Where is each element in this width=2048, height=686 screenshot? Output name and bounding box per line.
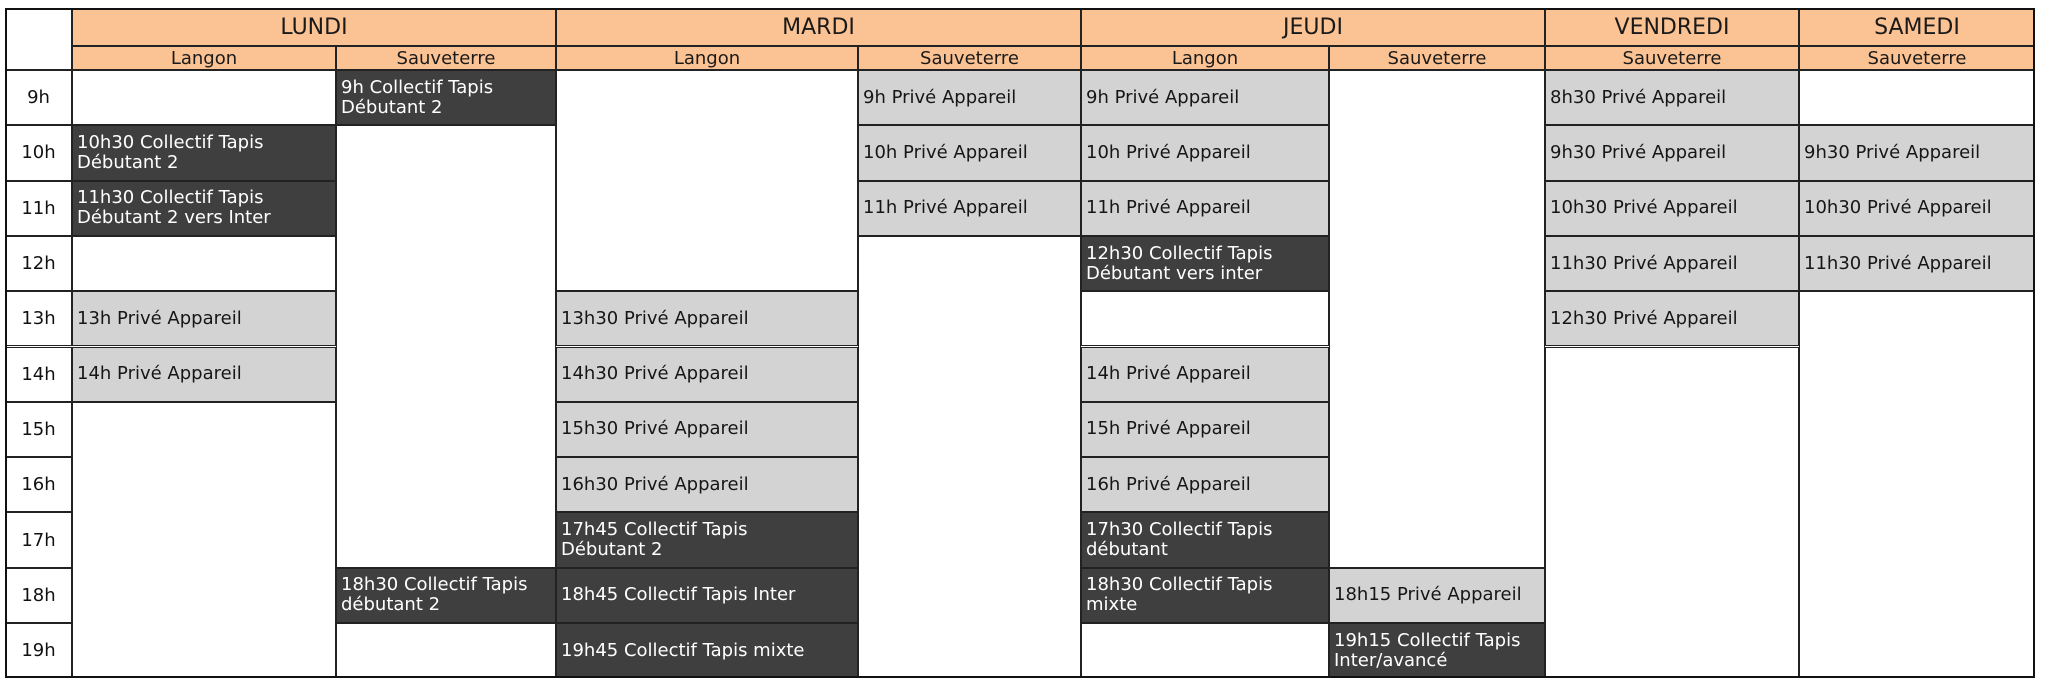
hour-label: 12h xyxy=(5,236,72,291)
group-class-slot[interactable]: 18h30 Collectif Tapis débutant 2 xyxy=(336,568,556,623)
private-session-slot[interactable]: 11h30 Privé Appareil xyxy=(1799,236,2035,291)
empty-slot xyxy=(336,623,556,678)
location-header: Sauveterre xyxy=(1329,46,1545,70)
private-session-slot[interactable]: 9h30 Privé Appareil xyxy=(1545,125,1799,180)
private-session-slot[interactable]: 13h30 Privé Appareil xyxy=(556,291,858,346)
group-class-slot[interactable]: 18h30 Collectif Tapis mixte xyxy=(1081,568,1329,623)
group-class-slot[interactable]: 9h Collectif Tapis Débutant 2 xyxy=(336,70,556,125)
private-session-slot[interactable]: 15h30 Privé Appareil xyxy=(556,402,858,457)
private-session-slot[interactable]: 18h15 Privé Appareil xyxy=(1329,568,1545,623)
hour-label: 14h xyxy=(5,347,72,402)
location-header: Sauveterre xyxy=(336,46,556,70)
private-session-slot[interactable]: 11h Privé Appareil xyxy=(1081,181,1329,236)
private-session-slot[interactable]: 16h30 Privé Appareil xyxy=(556,457,858,512)
group-class-slot[interactable]: 12h30 Collectif Tapis Débutant vers inter xyxy=(1081,236,1329,291)
location-header: Langon xyxy=(1081,46,1329,70)
location-header: Sauveterre xyxy=(858,46,1081,70)
hour-label: 10h xyxy=(5,125,72,180)
private-session-slot[interactable]: 9h Privé Appareil xyxy=(1081,70,1329,125)
private-session-slot[interactable]: 10h Privé Appareil xyxy=(858,125,1081,180)
private-session-slot[interactable]: 15h Privé Appareil xyxy=(1081,402,1329,457)
day-header-jeudi: JEUDI xyxy=(1081,8,1545,46)
day-header-samedi: SAMEDI xyxy=(1799,8,2035,46)
location-header: Sauveterre xyxy=(1545,46,1799,70)
hour-label: 13h xyxy=(5,291,72,346)
private-session-slot[interactable]: 11h30 Privé Appareil xyxy=(1545,236,1799,291)
location-header: Langon xyxy=(556,46,858,70)
day-header-lundi: LUNDI xyxy=(72,8,556,46)
hour-label: 11h xyxy=(5,181,72,236)
empty-slot xyxy=(72,402,336,679)
empty-slot xyxy=(336,125,556,567)
empty-slot xyxy=(72,236,336,291)
group-class-slot[interactable]: 17h45 Collectif Tapis Débutant 2 xyxy=(556,512,858,567)
private-session-slot[interactable]: 10h Privé Appareil xyxy=(1081,125,1329,180)
location-header: Sauveterre xyxy=(1799,46,2035,70)
private-session-slot[interactable]: 13h Privé Appareil xyxy=(72,291,336,346)
group-class-slot[interactable]: 10h30 Collectif Tapis Débutant 2 xyxy=(72,125,336,180)
private-session-slot[interactable]: 12h30 Privé Appareil xyxy=(1545,291,1799,346)
group-class-slot[interactable]: 17h30 Collectif Tapis débutant xyxy=(1081,512,1329,567)
hour-label: 19h xyxy=(5,623,72,678)
header-corner xyxy=(5,8,72,70)
day-header-mardi: MARDI xyxy=(556,8,1081,46)
empty-slot xyxy=(1545,347,1799,679)
private-session-slot[interactable]: 10h30 Privé Appareil xyxy=(1545,181,1799,236)
private-session-slot[interactable]: 14h Privé Appareil xyxy=(1081,347,1329,402)
private-session-slot[interactable]: 14h30 Privé Appareil xyxy=(556,347,858,402)
private-session-slot[interactable]: 9h30 Privé Appareil xyxy=(1799,125,2035,180)
private-session-slot[interactable]: 14h Privé Appareil xyxy=(72,347,336,402)
empty-slot xyxy=(1081,623,1329,678)
group-class-slot[interactable]: 18h45 Collectif Tapis Inter xyxy=(556,568,858,623)
hour-label: 16h xyxy=(5,457,72,512)
empty-slot xyxy=(1081,291,1329,346)
hour-label: 15h xyxy=(5,402,72,457)
empty-slot xyxy=(1799,291,2035,678)
hour-label: 17h xyxy=(5,512,72,567)
empty-slot xyxy=(1799,70,2035,125)
private-session-slot[interactable]: 11h Privé Appareil xyxy=(858,181,1081,236)
group-class-slot[interactable]: 19h15 Collectif Tapis Inter/avancé xyxy=(1329,623,1545,678)
hour-label: 18h xyxy=(5,568,72,623)
empty-slot xyxy=(1329,70,1545,568)
group-class-slot[interactable]: 11h30 Collectif Tapis Débutant 2 vers Inter xyxy=(72,181,336,236)
private-session-slot[interactable]: 9h Privé Appareil xyxy=(858,70,1081,125)
private-session-slot[interactable]: 8h30 Privé Appareil xyxy=(1545,70,1799,125)
private-session-slot[interactable]: 10h30 Privé Appareil xyxy=(1799,181,2035,236)
empty-slot xyxy=(72,70,336,125)
day-header-vendredi: VENDREDI xyxy=(1545,8,1799,46)
empty-slot xyxy=(556,70,858,291)
group-class-slot[interactable]: 19h45 Collectif Tapis mixte xyxy=(556,623,858,678)
private-session-slot[interactable]: 16h Privé Appareil xyxy=(1081,457,1329,512)
hour-label: 9h xyxy=(5,70,72,125)
empty-slot xyxy=(858,236,1081,678)
location-header: Langon xyxy=(72,46,336,70)
